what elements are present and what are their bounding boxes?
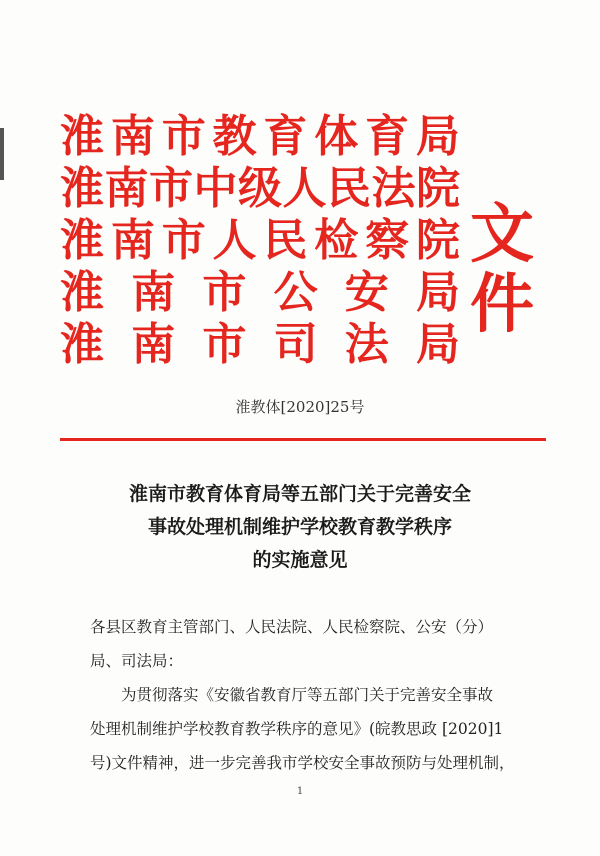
header-char: 育 [365, 111, 410, 162]
header-char: 人 [282, 163, 327, 214]
header-char: 安 [344, 267, 389, 318]
header-char: 局 [415, 267, 460, 318]
header-line-procuratorate [60, 216, 460, 266]
document-number: 淮教体[2020]25号 [235, 398, 365, 416]
addressee-line-2: 局、司法局： [90, 652, 184, 670]
header-char: 司 [273, 319, 318, 370]
header-char: 淮 [60, 111, 104, 162]
header-char: 淮 [60, 267, 104, 318]
header-char: 公 [273, 267, 318, 318]
document-title [0, 478, 600, 577]
paragraph-1-line-1: 为贯彻落实《安徽省教育厅等五部门关于完善安全事故 [121, 686, 494, 704]
header-line-public-security [60, 268, 460, 318]
header-char: 民 [327, 163, 371, 214]
header-char: 中 [193, 163, 238, 214]
paragraph-1-line-2: 处理机制维护学校教育教学秩序的意见》(皖教思政 [2020]1 [90, 720, 504, 738]
header-char: 淮 [60, 319, 104, 370]
header-char: 人 [212, 215, 257, 266]
header-char: 级 [238, 163, 282, 214]
header-char: 淮 [60, 163, 104, 214]
addressee-line-1: 各县区教育主管部门、人民法院、人民检察院、公安（分） [90, 618, 494, 636]
header-char: 教 [212, 111, 257, 162]
header-char: 南 [131, 319, 176, 370]
header-line-justice-bureau [60, 320, 460, 370]
issuing-authorities-header [60, 111, 560, 370]
header-char: 局 [415, 111, 460, 162]
scan-edge-mark [0, 128, 4, 180]
document-body [90, 610, 530, 780]
header-char: 市 [149, 163, 193, 214]
header-char: 察 [365, 215, 410, 266]
header-document-suffix: 文件 [470, 198, 532, 342]
header-char: 院 [415, 215, 460, 266]
header-char: 市 [202, 267, 247, 318]
page-number: 1 [296, 786, 304, 797]
header-char: 市 [161, 111, 206, 162]
header-line-education-bureau [60, 112, 460, 162]
header-char: 法 [371, 163, 416, 214]
header-char: 局 [415, 319, 460, 370]
header-char: 法 [344, 319, 389, 370]
header-char: 淮 [60, 215, 104, 266]
header-char: 市 [161, 215, 206, 266]
header-char: 南 [131, 267, 176, 318]
header-char: 南 [110, 215, 155, 266]
header-char: 育 [263, 111, 308, 162]
header-line-intermediate-court [60, 164, 460, 214]
title-line-1: 淮南市教育体育局等五部门关于完善安全 [128, 483, 471, 505]
header-char: 市 [202, 319, 247, 370]
header-char: 民 [263, 215, 308, 266]
header-char: 南 [104, 163, 149, 214]
header-char: 体 [314, 111, 359, 162]
header-char: 南 [110, 111, 155, 162]
paragraph-1-line-3: 号)文件精神，进一步完善我市学校安全事故预防与处理机制， [90, 754, 515, 772]
header-char: 检 [314, 215, 359, 266]
title-line-2: 事故处理机制维护学校教育教学秩序 [147, 516, 452, 538]
red-separator-rule [60, 438, 546, 441]
header-char: 院 [416, 163, 460, 214]
title-line-3: 的实施意见 [252, 549, 348, 571]
